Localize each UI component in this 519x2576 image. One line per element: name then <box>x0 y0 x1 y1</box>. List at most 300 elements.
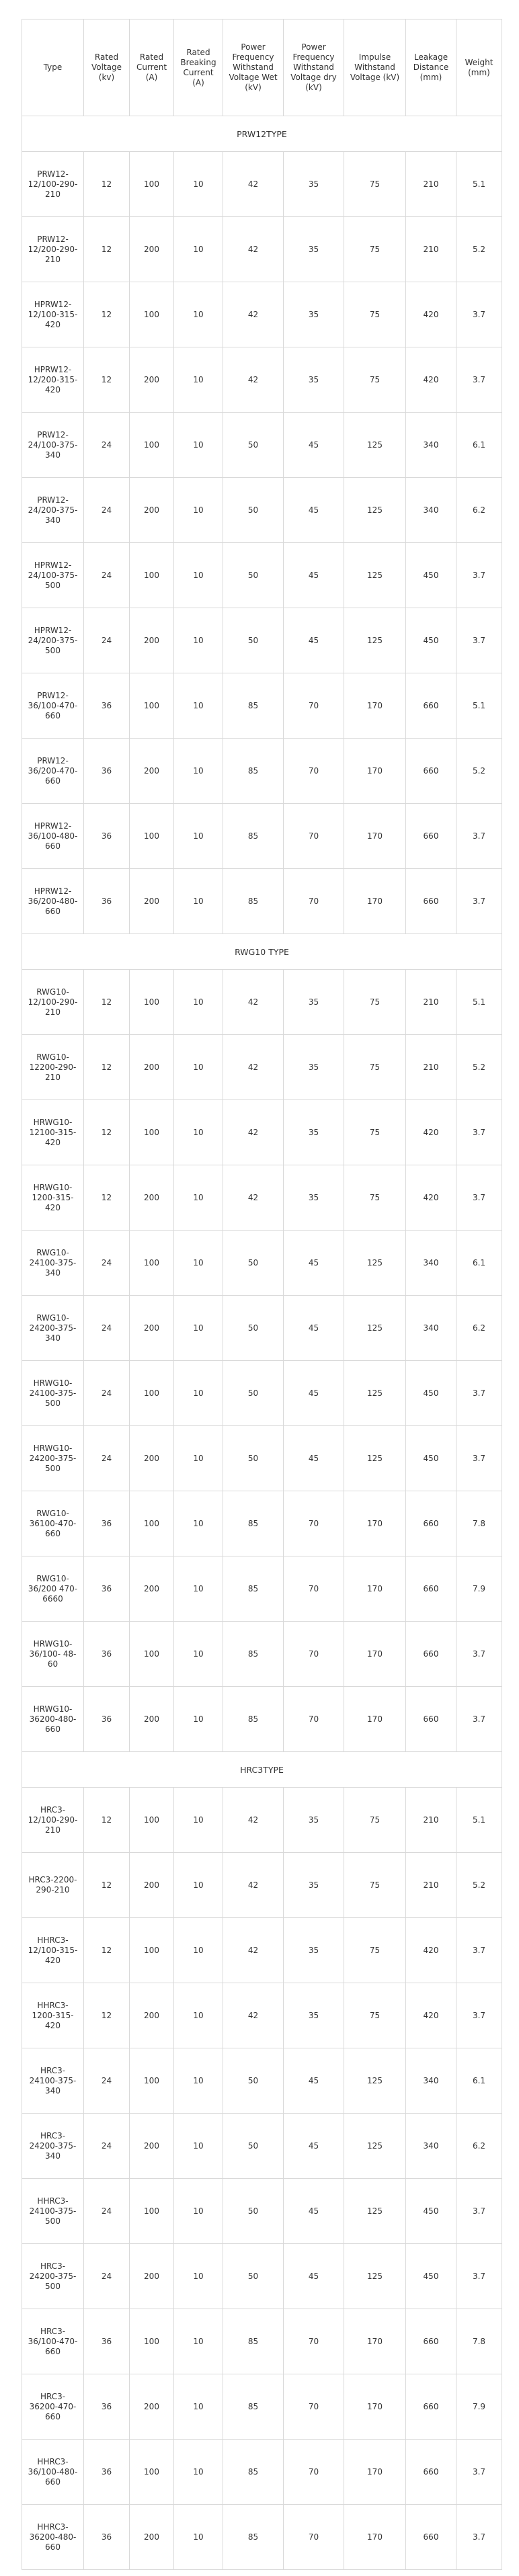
cell-breaking-current: 10 <box>174 413 223 478</box>
table-row <box>22 1426 502 1491</box>
cell-pf-wet: 50 <box>223 2244 284 2309</box>
cell-type: PRW12-24/200-375-340 <box>22 478 84 543</box>
cell-rated-current: 200 <box>130 2244 174 2309</box>
cell-weight: 7.9 <box>456 2374 502 2440</box>
cell-rated-current: 100 <box>130 1918 174 1983</box>
cell-weight: 5.2 <box>456 1035 502 1100</box>
cell-weight: 3.7 <box>456 1687 502 1752</box>
cell-impulse: 170 <box>344 804 406 869</box>
cell-impulse: 125 <box>344 2179 406 2244</box>
cell-leakage: 340 <box>406 1231 456 1296</box>
cell-rated-current: 200 <box>130 1165 174 1231</box>
table-row <box>22 1165 502 1231</box>
cell-rated-voltage: 36 <box>84 1491 130 1556</box>
cell-breaking-current: 10 <box>174 739 223 804</box>
cell-impulse: 125 <box>344 2114 406 2179</box>
cell-type: HRC3-36/100-470-660 <box>22 2309 84 2374</box>
table-row <box>22 2244 502 2309</box>
table-row <box>22 282 502 347</box>
cell-pf-dry: 35 <box>284 1788 344 1853</box>
cell-impulse: 125 <box>344 478 406 543</box>
cell-pf-dry: 35 <box>284 1100 344 1165</box>
cell-pf-dry: 45 <box>284 413 344 478</box>
cell-pf-dry: 45 <box>284 608 344 673</box>
cell-weight: 6.1 <box>456 1231 502 1296</box>
cell-pf-dry: 70 <box>284 1622 344 1687</box>
section-row <box>22 1752 502 1788</box>
cell-leakage: 420 <box>406 282 456 347</box>
cell-pf-dry: 70 <box>284 804 344 869</box>
cell-type: HPRW12-24/200-375-500 <box>22 608 84 673</box>
spec-table <box>22 19 502 2570</box>
cell-weight: 5.1 <box>456 673 502 739</box>
cell-leakage: 660 <box>406 2309 456 2374</box>
cell-rated-current: 200 <box>130 1035 174 1100</box>
cell-impulse: 170 <box>344 739 406 804</box>
cell-pf-wet: 85 <box>223 869 284 934</box>
header-leakage-distance: Leakage Distance (mm) <box>406 19 456 116</box>
cell-type: PRW12-12/200-290-210 <box>22 217 84 282</box>
cell-pf-wet: 50 <box>223 1361 284 1426</box>
cell-rated-voltage: 24 <box>84 2179 130 2244</box>
table-row <box>22 1983 502 2048</box>
cell-weight: 3.7 <box>456 1361 502 1426</box>
cell-pf-wet: 85 <box>223 2505 284 2570</box>
cell-type: HPRW12-36/200-480-660 <box>22 869 84 934</box>
table-row <box>22 2114 502 2179</box>
cell-weight: 3.7 <box>456 2505 502 2570</box>
cell-impulse: 75 <box>344 1035 406 1100</box>
cell-leakage: 450 <box>406 2179 456 2244</box>
cell-rated-voltage: 12 <box>84 1035 130 1100</box>
cell-pf-dry: 70 <box>284 2374 344 2440</box>
table-row <box>22 152 502 217</box>
table-row <box>22 1918 502 1983</box>
cell-rated-voltage: 12 <box>84 282 130 347</box>
cell-breaking-current: 10 <box>174 1426 223 1491</box>
cell-leakage: 340 <box>406 478 456 543</box>
table-row <box>22 1100 502 1165</box>
cell-impulse: 170 <box>344 2309 406 2374</box>
cell-pf-dry: 70 <box>284 673 344 739</box>
cell-pf-wet: 50 <box>223 478 284 543</box>
cell-rated-voltage: 24 <box>84 1361 130 1426</box>
cell-pf-wet: 50 <box>223 2179 284 2244</box>
cell-rated-voltage: 36 <box>84 1622 130 1687</box>
cell-breaking-current: 10 <box>174 2309 223 2374</box>
cell-rated-voltage: 24 <box>84 478 130 543</box>
cell-rated-current: 100 <box>130 673 174 739</box>
cell-rated-voltage: 12 <box>84 970 130 1035</box>
cell-breaking-current: 10 <box>174 1491 223 1556</box>
section-row <box>22 116 502 152</box>
cell-weight: 3.7 <box>456 804 502 869</box>
cell-rated-voltage: 12 <box>84 1918 130 1983</box>
cell-rated-voltage: 24 <box>84 1231 130 1296</box>
cell-breaking-current: 10 <box>174 2179 223 2244</box>
cell-impulse: 170 <box>344 673 406 739</box>
cell-pf-wet: 42 <box>223 1983 284 2048</box>
cell-weight: 3.7 <box>456 2440 502 2505</box>
cell-rated-voltage: 24 <box>84 1426 130 1491</box>
table-row <box>22 804 502 869</box>
cell-pf-wet: 42 <box>223 347 284 413</box>
cell-pf-dry: 70 <box>284 739 344 804</box>
cell-breaking-current: 10 <box>174 1296 223 1361</box>
cell-type: HRWG10-24200-375-500 <box>22 1426 84 1491</box>
cell-weight: 3.7 <box>456 1622 502 1687</box>
cell-pf-dry: 45 <box>284 1296 344 1361</box>
table-row <box>22 543 502 608</box>
cell-pf-dry: 35 <box>284 970 344 1035</box>
table-row <box>22 1361 502 1426</box>
cell-impulse: 125 <box>344 1231 406 1296</box>
cell-type: HRC3-24100-375-340 <box>22 2048 84 2114</box>
cell-pf-wet: 85 <box>223 673 284 739</box>
cell-pf-dry: 35 <box>284 1983 344 2048</box>
cell-rated-current: 100 <box>130 2179 174 2244</box>
cell-leakage: 660 <box>406 804 456 869</box>
cell-pf-dry: 70 <box>284 2309 344 2374</box>
cell-breaking-current: 10 <box>174 2440 223 2505</box>
cell-pf-wet: 85 <box>223 1687 284 1752</box>
cell-weight: 3.7 <box>456 1918 502 1983</box>
cell-weight: 3.7 <box>456 608 502 673</box>
cell-breaking-current: 10 <box>174 2048 223 2114</box>
cell-leakage: 660 <box>406 869 456 934</box>
cell-rated-current: 200 <box>130 608 174 673</box>
cell-pf-dry: 35 <box>284 1165 344 1231</box>
cell-rated-current: 200 <box>130 1687 174 1752</box>
table-row <box>22 2505 502 2570</box>
cell-pf-dry: 45 <box>284 1231 344 1296</box>
cell-rated-voltage: 36 <box>84 2374 130 2440</box>
cell-pf-wet: 50 <box>223 1231 284 1296</box>
cell-leakage: 340 <box>406 413 456 478</box>
cell-rated-voltage: 12 <box>84 1165 130 1231</box>
cell-type: PRW12-12/100-290-210 <box>22 152 84 217</box>
cell-breaking-current: 10 <box>174 478 223 543</box>
cell-impulse: 170 <box>344 2374 406 2440</box>
cell-weight: 5.1 <box>456 1788 502 1853</box>
cell-pf-dry: 70 <box>284 2505 344 2570</box>
cell-weight: 5.2 <box>456 739 502 804</box>
cell-type: HRWG10-24100-375-500 <box>22 1361 84 1426</box>
cell-pf-wet: 85 <box>223 1622 284 1687</box>
cell-rated-voltage: 12 <box>84 1983 130 2048</box>
cell-pf-wet: 42 <box>223 970 284 1035</box>
cell-weight: 3.7 <box>456 869 502 934</box>
cell-breaking-current: 10 <box>174 869 223 934</box>
cell-impulse: 170 <box>344 2505 406 2570</box>
cell-pf-wet: 42 <box>223 217 284 282</box>
cell-rated-current: 100 <box>130 413 174 478</box>
cell-breaking-current: 10 <box>174 1983 223 2048</box>
cell-pf-dry: 35 <box>284 152 344 217</box>
cell-pf-wet: 85 <box>223 2440 284 2505</box>
cell-type: HHRC3-36200-480-660 <box>22 2505 84 2570</box>
cell-leakage: 450 <box>406 543 456 608</box>
cell-rated-voltage: 24 <box>84 2114 130 2179</box>
cell-pf-dry: 45 <box>284 2244 344 2309</box>
cell-weight: 7.8 <box>456 2309 502 2374</box>
cell-breaking-current: 10 <box>174 1853 223 1918</box>
cell-type: HPRW12-24/100-375-500 <box>22 543 84 608</box>
cell-pf-dry: 70 <box>284 1556 344 1622</box>
cell-weight: 6.2 <box>456 2114 502 2179</box>
cell-rated-current: 200 <box>130 1556 174 1622</box>
cell-breaking-current: 10 <box>174 2244 223 2309</box>
cell-pf-wet: 42 <box>223 1035 284 1100</box>
cell-breaking-current: 10 <box>174 347 223 413</box>
cell-impulse: 170 <box>344 2440 406 2505</box>
cell-breaking-current: 10 <box>174 1687 223 1752</box>
cell-type: HRWG10-12100-315-420 <box>22 1100 84 1165</box>
cell-breaking-current: 10 <box>174 2505 223 2570</box>
cell-pf-dry: 45 <box>284 2114 344 2179</box>
cell-weight: 6.2 <box>456 1296 502 1361</box>
cell-impulse: 170 <box>344 1556 406 1622</box>
cell-pf-dry: 45 <box>284 543 344 608</box>
cell-rated-voltage: 12 <box>84 1100 130 1165</box>
table-row <box>22 217 502 282</box>
cell-breaking-current: 10 <box>174 2114 223 2179</box>
spec-table-body <box>22 116 502 2570</box>
cell-rated-voltage: 36 <box>84 2505 130 2570</box>
cell-breaking-current: 10 <box>174 1231 223 1296</box>
table-row <box>22 739 502 804</box>
cell-breaking-current: 10 <box>174 152 223 217</box>
cell-impulse: 75 <box>344 282 406 347</box>
header-row <box>22 19 502 116</box>
cell-type: HPRW12-12/200-315-420 <box>22 347 84 413</box>
cell-pf-wet: 85 <box>223 1491 284 1556</box>
cell-rated-voltage: 24 <box>84 543 130 608</box>
cell-breaking-current: 10 <box>174 1361 223 1426</box>
table-row <box>22 413 502 478</box>
cell-rated-current: 100 <box>130 1100 174 1165</box>
cell-leakage: 210 <box>406 970 456 1035</box>
table-row <box>22 1788 502 1853</box>
table-row <box>22 1296 502 1361</box>
header-rated-current: Rated Current (A) <box>130 19 174 116</box>
cell-leakage: 210 <box>406 217 456 282</box>
cell-rated-current: 200 <box>130 347 174 413</box>
cell-breaking-current: 10 <box>174 1622 223 1687</box>
cell-rated-current: 200 <box>130 1983 174 2048</box>
cell-pf-dry: 70 <box>284 869 344 934</box>
cell-pf-wet: 50 <box>223 543 284 608</box>
cell-breaking-current: 10 <box>174 1035 223 1100</box>
cell-breaking-current: 10 <box>174 608 223 673</box>
cell-pf-dry: 35 <box>284 1035 344 1100</box>
cell-type: RWG10-24200-375-340 <box>22 1296 84 1361</box>
header-power-frequency-wet: Power Frequency Withstand Voltage Wet (kV) <box>223 19 284 116</box>
cell-rated-voltage: 12 <box>84 1788 130 1853</box>
cell-pf-dry: 35 <box>284 347 344 413</box>
cell-impulse: 75 <box>344 152 406 217</box>
cell-leakage: 450 <box>406 2244 456 2309</box>
cell-weight: 5.2 <box>456 1853 502 1918</box>
cell-pf-wet: 42 <box>223 1918 284 1983</box>
cell-impulse: 75 <box>344 1983 406 2048</box>
cell-breaking-current: 10 <box>174 1556 223 1622</box>
cell-leakage: 660 <box>406 2505 456 2570</box>
cell-type: HHRC3-1200-315-420 <box>22 1983 84 2048</box>
header-rated-voltage: Rated Voltage (kv) <box>84 19 130 116</box>
table-row <box>22 2440 502 2505</box>
table-row <box>22 1622 502 1687</box>
cell-rated-voltage: 36 <box>84 2440 130 2505</box>
cell-impulse: 125 <box>344 1426 406 1491</box>
table-row <box>22 970 502 1035</box>
cell-impulse: 125 <box>344 413 406 478</box>
cell-pf-dry: 35 <box>284 1918 344 1983</box>
header-power-frequency-dry: Power Frequency Withstand Voltage dry (kV) <box>284 19 344 116</box>
section-title: RWG10 TYPE <box>22 934 502 970</box>
table-row <box>22 1231 502 1296</box>
cell-rated-current: 100 <box>130 1231 174 1296</box>
cell-pf-dry: 45 <box>284 2048 344 2114</box>
cell-pf-dry: 70 <box>284 1687 344 1752</box>
cell-leakage: 660 <box>406 1687 456 1752</box>
cell-type: HRC3-24200-375-340 <box>22 2114 84 2179</box>
cell-rated-current: 200 <box>130 739 174 804</box>
cell-leakage: 660 <box>406 1622 456 1687</box>
table-row <box>22 869 502 934</box>
table-row <box>22 1491 502 1556</box>
table-row <box>22 2048 502 2114</box>
cell-type: HRC3-12/100-290-210 <box>22 1788 84 1853</box>
cell-weight: 3.7 <box>456 1426 502 1491</box>
cell-rated-voltage: 12 <box>84 152 130 217</box>
cell-impulse: 125 <box>344 1296 406 1361</box>
cell-impulse: 75 <box>344 217 406 282</box>
table-row <box>22 2179 502 2244</box>
cell-leakage: 210 <box>406 152 456 217</box>
table-row <box>22 1687 502 1752</box>
cell-pf-wet: 50 <box>223 1296 284 1361</box>
table-row <box>22 673 502 739</box>
cell-leakage: 660 <box>406 673 456 739</box>
cell-leakage: 340 <box>406 2048 456 2114</box>
section-title: HRC3TYPE <box>22 1752 502 1788</box>
cell-pf-dry: 45 <box>284 478 344 543</box>
cell-type: RWG10-36/200 470-6660 <box>22 1556 84 1622</box>
cell-weight: 3.7 <box>456 2244 502 2309</box>
table-row <box>22 1853 502 1918</box>
table-row <box>22 608 502 673</box>
cell-leakage: 660 <box>406 1556 456 1622</box>
table-row <box>22 2309 502 2374</box>
cell-rated-voltage: 36 <box>84 869 130 934</box>
header-type: Type <box>22 19 84 116</box>
cell-rated-current: 200 <box>130 1853 174 1918</box>
cell-rated-current: 100 <box>130 2048 174 2114</box>
cell-type: PRW12-36/200-470-660 <box>22 739 84 804</box>
cell-type: HPRW12-12/100-315-420 <box>22 282 84 347</box>
cell-type: HHRC3-12/100-315-420 <box>22 1918 84 1983</box>
cell-rated-current: 100 <box>130 282 174 347</box>
cell-impulse: 125 <box>344 2048 406 2114</box>
cell-pf-wet: 50 <box>223 2114 284 2179</box>
header-rated-breaking-current: Rated Breaking Current (A) <box>174 19 223 116</box>
cell-rated-current: 200 <box>130 1426 174 1491</box>
cell-breaking-current: 10 <box>174 217 223 282</box>
cell-breaking-current: 10 <box>174 673 223 739</box>
cell-leakage: 660 <box>406 1491 456 1556</box>
cell-leakage: 420 <box>406 1918 456 1983</box>
cell-weight: 5.2 <box>456 217 502 282</box>
cell-pf-wet: 42 <box>223 152 284 217</box>
cell-impulse: 170 <box>344 1687 406 1752</box>
cell-weight: 3.7 <box>456 2179 502 2244</box>
cell-weight: 3.7 <box>456 1165 502 1231</box>
cell-weight: 3.7 <box>456 347 502 413</box>
cell-type: RWG10-24100-375-340 <box>22 1231 84 1296</box>
cell-rated-voltage: 24 <box>84 608 130 673</box>
cell-leakage: 210 <box>406 1853 456 1918</box>
cell-type: RWG10-36100-470-660 <box>22 1491 84 1556</box>
cell-leakage: 340 <box>406 2114 456 2179</box>
cell-rated-current: 100 <box>130 970 174 1035</box>
cell-rated-voltage: 36 <box>84 1556 130 1622</box>
cell-weight: 6.1 <box>456 413 502 478</box>
cell-pf-wet: 85 <box>223 2374 284 2440</box>
cell-rated-voltage: 24 <box>84 2244 130 2309</box>
cell-impulse: 75 <box>344 1788 406 1853</box>
cell-rated-voltage: 12 <box>84 1853 130 1918</box>
cell-weight: 5.1 <box>456 970 502 1035</box>
table-row <box>22 1035 502 1100</box>
cell-rated-current: 200 <box>130 478 174 543</box>
cell-leakage: 420 <box>406 1165 456 1231</box>
cell-rated-voltage: 24 <box>84 1296 130 1361</box>
cell-weight: 3.7 <box>456 1983 502 2048</box>
cell-weight: 6.1 <box>456 2048 502 2114</box>
cell-pf-wet: 85 <box>223 2309 284 2374</box>
cell-pf-dry: 35 <box>284 217 344 282</box>
cell-rated-voltage: 36 <box>84 1687 130 1752</box>
section-title: PRW12TYPE <box>22 116 502 152</box>
cell-rated-current: 100 <box>130 1622 174 1687</box>
cell-pf-dry: 45 <box>284 1361 344 1426</box>
cell-weight: 5.1 <box>456 152 502 217</box>
cell-type: HPRW12-36/100-480-660 <box>22 804 84 869</box>
header-impulse-withstand: Impulse Withstand Voltage (kV) <box>344 19 406 116</box>
cell-rated-current: 100 <box>130 2440 174 2505</box>
cell-rated-current: 200 <box>130 2114 174 2179</box>
cell-type: PRW12-36/100-470-660 <box>22 673 84 739</box>
cell-leakage: 660 <box>406 2374 456 2440</box>
cell-rated-voltage: 36 <box>84 739 130 804</box>
cell-type: HRC3-36200-470-660 <box>22 2374 84 2440</box>
cell-weight: 3.7 <box>456 282 502 347</box>
cell-pf-wet: 50 <box>223 1426 284 1491</box>
cell-leakage: 450 <box>406 1426 456 1491</box>
cell-rated-voltage: 36 <box>84 804 130 869</box>
cell-breaking-current: 10 <box>174 1100 223 1165</box>
spec-table-container <box>22 19 502 2570</box>
cell-type: HRWG10-36200-480-660 <box>22 1687 84 1752</box>
cell-rated-current: 100 <box>130 543 174 608</box>
cell-pf-wet: 42 <box>223 1853 284 1918</box>
cell-type: HHRC3-36/100-480-660 <box>22 2440 84 2505</box>
cell-weight: 7.9 <box>456 1556 502 1622</box>
cell-leakage: 450 <box>406 1361 456 1426</box>
cell-breaking-current: 10 <box>174 282 223 347</box>
cell-leakage: 660 <box>406 739 456 804</box>
